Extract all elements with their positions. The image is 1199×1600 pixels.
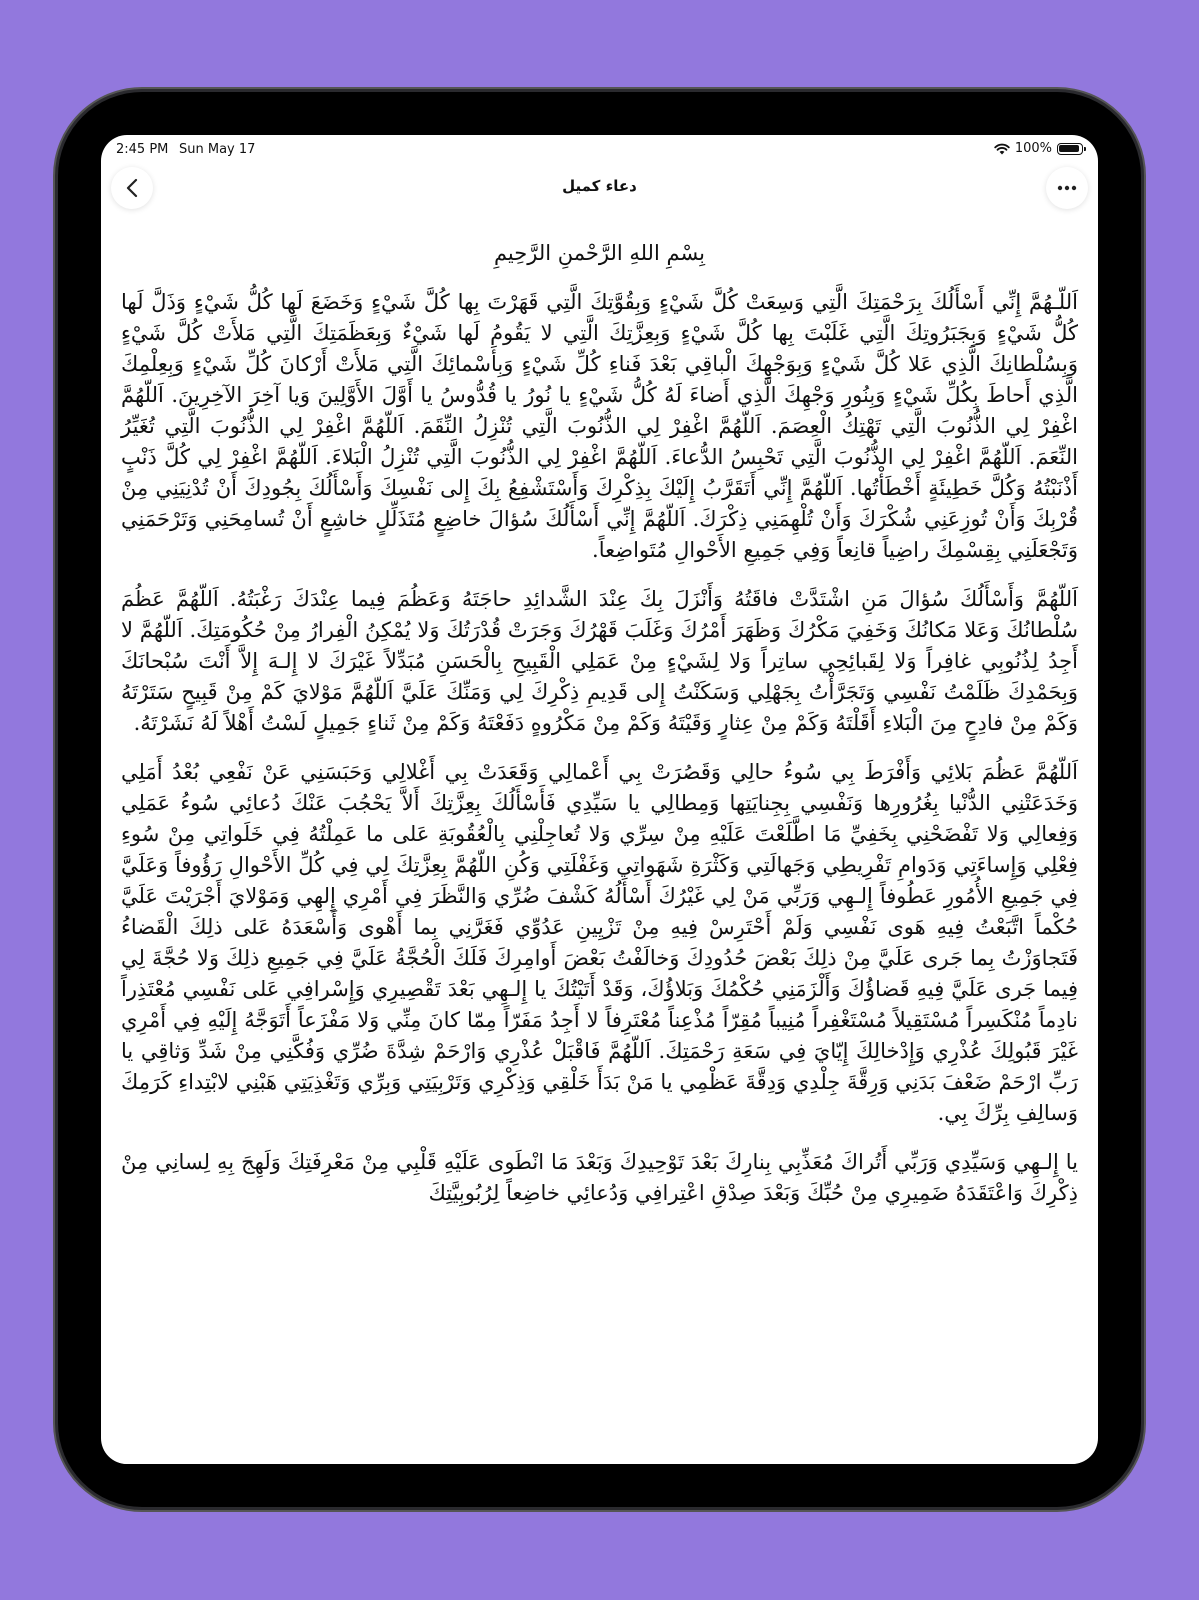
ellipsis-icon: [1057, 185, 1077, 191]
page-title: دعاء كميل: [562, 177, 637, 195]
prayer-paragraph-3: اَللّهُمَّ عَظُمَ بَلائِي وَأَفْرَطَ بِي سُوءُ حالِي وَقَصُرَتْ بِي أَعْمالِي وَقَعَدَتْ بِي أَغْلالِي وَحَبَسَنِي عَنْ نَفْعِي بُعْدُ أَمَلِي وَخَدَعَتْنِي الدُّنْيا بِغُرُورِها وَنَفْسِي بِجِنايَتِها وَمِطالِي يا سَيِّدِي فَأَسْأَلُكَ بِعِزَّتِكَ أَلاَّ يَحْجُبَ عَنْكَ دُعائِي سُوءُ عَمَلِي وَفِعالِي وَلا تَفْضَحْنِي بِخَفِيِّ مَا اطَّلَعْتَ عَلَيْهِ مِنْ سِرِّي وَلا تُعاجِلْنِي بِالْعُقُوبَةِ عَلى ما عَمِلْتُهُ فِي خَلَواتِي مِنْ سُوءِ فِعْلِي وَإِساءَتِي وَدَوامِ تَفْرِيطِي وَجَهالَتِي وَكَثْرَةِ شَهَواتِي وَغَفْلَتِي وَكُنِ اللّهُمَّ بِعِزَّتِكَ لِي فِي كُلِّ الأَحْوالِ رَؤُوفاً وَعَلَيَّ فِي جَمِيعِ الأُمُورِ عَطُوفاً إِلـهِي وَرَبِّي مَنْ لِي غَيْرُكَ أَسْأَلُهُ كَشْفَ ضُرِّي وَالنَّظَرَ فِي أَمْرِي إِلهِي وَمَوْلايَ أَجْرَيْتَ عَلَيَّ حُكْماً اتَّبَعْتُ فِيهِ هَوى نَفْسِي وَلَمْ أَحْتَرِسْ فِيهِ مِنْ تَزْيِينِ عَدُوِّي فَغَرَّنِي بِما أَهْوى وَأَسْعَدَهُ عَلى ذلِكَ الْقَضاءُ فَتَجاوَزْتُ بِما جَرى عَلَيَّ مِنْ ذلِكَ بَعْضَ حُدُودِكَ وَخالَفْتُ بَعْضَ أَوامِرِكَ فَلَكَ الْحُجَّةُ عَلَيَّ فِي جَمِيعِ ذلِكَ وَلا حُجَّةَ لِي فِيما جَرى عَلَيَّ فِيهِ قَضاؤُكَ وَأَلْزَمَنِي حُكْمُكَ وَبَلاؤُكَ، وَقَدْ أَتَيْتُكَ يا إِلـهِي بَعْدَ تَقْصِيرِي وَإِسْرافِي عَلى نَفْسِي مُعْتَذِراً نادِماً مُنْكَسِراً مُسْتَقِيلاً مُسْتَغْفِراً مُنِيباً مُقِرّاً مُذْعِناً مُعْتَرِفاً لا أَجِدُ مَفَرّاً مِمّا كانَ مِنِّي وَلا مَفْزَعاً أَتَوَجَّهُ إِلَيْهِ فِي أَمْرِي غَيْرَ قَبُولِكَ عُذْرِي وَإِدْخالِكَ إِيّايَ فِي سَعَةِ رَحْمَتِكَ. اَللّهُمَّ فَاقْبَلْ عُذْرِي وَارْحَمْ شِدَّةَ ضُرِّي وَفُكَّنِي مِنْ شَدِّ وَثاقِي يا رَبِّ ارْحَمْ ضَعْفَ بَدَنِي وَرِقَّةَ جِلْدِي وَدِقَّةَ عَظْمِي يا مَنْ بَدَأَ خَلْقِي وَذِكْرِي وَتَرْبِيَتِي وَبِرِّي وَتَغْذِيَتِي هَبْنِي لابْتِداءِ كَرَمِكَ وَسالِفِ بِرِّكَ بِي.: [121, 760, 1078, 1125]
prayer-text-scroll[interactable]: [121, 227, 1078, 1464]
battery-percent: 100%: [1014, 141, 1052, 156]
battery-level: [1059, 145, 1079, 152]
battery-icon: [1057, 143, 1083, 155]
prayer-paragraph-2: اَللّهُمَّ وَأَسْأَلُكَ سُؤالَ مَنِ اشْتَدَّتْ فاقَتُهُ وَأَنْزَلَ بِكَ عِنْدَ الشَّدائِدِ حاجَتَهُ وَعَظُمَ فِيما عِنْدَكَ رَغْبَتُهُ. اَللّهُمَّ عَظُمَ سُلْطانُكَ وَعَلا مَكانُكَ وَخَفِيَ مَكْرُكَ وَظَهَرَ أَمْرُكَ وَغَلَبَ قَهْرُكَ وَجَرَتْ قُدْرَتُكَ وَلا يُمْكِنُ الْفِرارُ مِنْ حُكُومَتِكَ. اَللّهُمَّ لا أَجِدُ لِذُنُوبِي غافِراً وَلا لِقَبائِحِي ساتِراً وَلا لِشَيْءٍ مِنْ عَمَلِي الْقَبِيحِ بِالْحَسَنِ مُبَدِّلاً غَيْرَكَ لا إِلـهَ إِلاَّ أَنْتَ سُبْحانَكَ وَبِحَمْدِكَ ظَلَمْتُ نَفْسِي وَتَجَرَّأْتُ بِجَهْلِي وَسَكَنْتُ إِلى قَدِيمِ ذِكْرِكَ لِي وَمَنِّكَ عَلَيَّ اَللّهُمَّ مَوْلايَ كَمْ مِنْ قَبِيحٍ سَتَرْتَهُ وَكَمْ مِنْ فادِحٍ مِنَ الْبَلاءِ أَقَلْتَهُ وَكَمْ مِنْ عِثارٍ وَقَيْتَهُ وَكَمْ مِنْ مَكْرُوهٍ دَفَعْتَهُ وَكَمْ مِنْ ثَناءٍ جَمِيلٍ لَسْتُ أَهْلاً لَهُ نَشَرْتَهُ.: [121, 587, 1078, 735]
scroll-fade: [101, 1444, 1098, 1464]
prayer-paragraph-1: اَللّـهُمَّ إِنِّي أَسْأَلُكَ بِرَحْمَتِكَ الَّتِي وَسِعَتْ كُلَّ شَيْءٍ وَبِقُوَّتِكَ الَّتِي قَهَرْتَ بِها كُلَّ شَيْءٍ وَخَضَعَ لَها كُلُّ شَيْءٍ وَذَلَّ لَها كُلُّ شَيْءٍ وَبِجَبَرُوتِكَ الَّتِي غَلَبْتَ بِها كُلَّ شَيْءٍ وَبِعِزَّتِكَ الَّتِي لا يَقُومُ لَها شَيْءٌ وَبِعَظَمَتِكَ الَّتِي مَلأَتْ كُلَّ شَيْءٍ وَبِسُلْطانِكَ الَّذِي عَلا كُلَّ شَيْءٍ وَبِوَجْهِكَ الْباقِي بَعْدَ فَناءِ كُلِّ شَيْءٍ وَبِأَسْمائِكَ الَّتِي مَلأَتْ أَرْكانَ كُلِّ شَيْءٍ وَبِعِلْمِكَ الَّذِي أَحاطَ بِكُلِّ شَيْءٍ وَبِنُورِ وَجْهِكَ الَّذِي أَضاءَ لَهُ كُلُّ شَيْءٍ يا نُورُ يا قُدُّوسُ يا أَوَّلَ الأَوَّلِينَ وَيا آخِرَ الآخِرِينَ. اَللّهُمَّ اغْفِرْ لِي الذُّنُوبَ الَّتِي تَهْتِكُ الْعِصَمَ. اَللّهُمَّ اغْفِرْ لِي الذُّنُوبَ الَّتِي تُنْزِلُ النِّقَمَ. اَللّهُمَّ اغْفِرْ لِي الذُّنُوبَ الَّتِي تُغَيِّرُ النِّعَمَ. اَللّهُمَّ اغْفِرْ لِي الذُّنُوبَ الَّتِي تَحْبِسُ الدُّعاءَ. اَللّهُمَّ اغْفِرْ لِي الذُّنُوبَ الَّتِي تُنْزِلُ الْبَلاءَ. اَللّهُمَّ اغْفِرْ لِي كُلَّ ذَنْبٍ أَذْنَبْتُهُ وَكُلَّ خَطِيئَةٍ أَخْطَأْتُها. اَللّهُمَّ إِنِّي أَتَقَرَّبُ إِلَيْكَ بِذِكْرِكَ وَأَسْتَشْفِعُ بِكَ إِلى نَفْسِكَ وَأَسْأَلُكَ بِجُودِكَ أَنْ تُدْنِيَنِي مِنْ قُرْبِكَ وَأَنْ تُوزِعَنِي شُكْرَكَ وَأَنْ تُلْهِمَنِي ذِكْرَكَ. اَللّهُمَّ إِنِّي أَسْأَلُكَ سُؤالَ خاضِعٍ مُتَذَلِّلٍ خاشِعٍ أَنْ تُسامِحَنِي وَتَرْحَمَنِي وَتَجْعَلَنِي بِقِسْمِكَ راضِياً قانِعاً وَفِي جَمِيعِ الأَحْوالِ مُتَواضِعاً.: [121, 290, 1078, 562]
prayer-paragraph-4: يا إِلـهِي وَسَيِّدِي وَرَبِّي أَتُراكَ مُعَذِّبِي بِنارِكَ بَعْدَ تَوْحِيدِكَ وَبَعْدَ مَا انْطَوى عَلَيْهِ قَلْبِي مِنْ مَعْرِفَتِكَ وَلَهِجَ بِهِ لِسانِي مِنْ ذِكْرِكَ وَاعْتَقَدَهُ ضَمِيرِي مِنْ حُبِّكَ وَبَعْدَ صِدْقِ اعْتِرافِي وَدُعائِي خاضِعاً لِرُبُوبِيَّتِكَ: [121, 1150, 1078, 1205]
basmala-heading: بِسْمِ اللهِ الرَّحْمنِ الرَّحِيمِ: [493, 241, 706, 265]
status-time: 2:45 PM: [116, 142, 169, 157]
app-screen: [101, 135, 1098, 1464]
status-bar: [101, 135, 1098, 165]
status-indicators: [994, 141, 1083, 156]
wifi-icon: [994, 143, 1010, 155]
navigation-bar: [101, 163, 1098, 215]
status-date: Sun May 17: [179, 142, 256, 157]
more-options-button[interactable]: [1046, 167, 1088, 209]
